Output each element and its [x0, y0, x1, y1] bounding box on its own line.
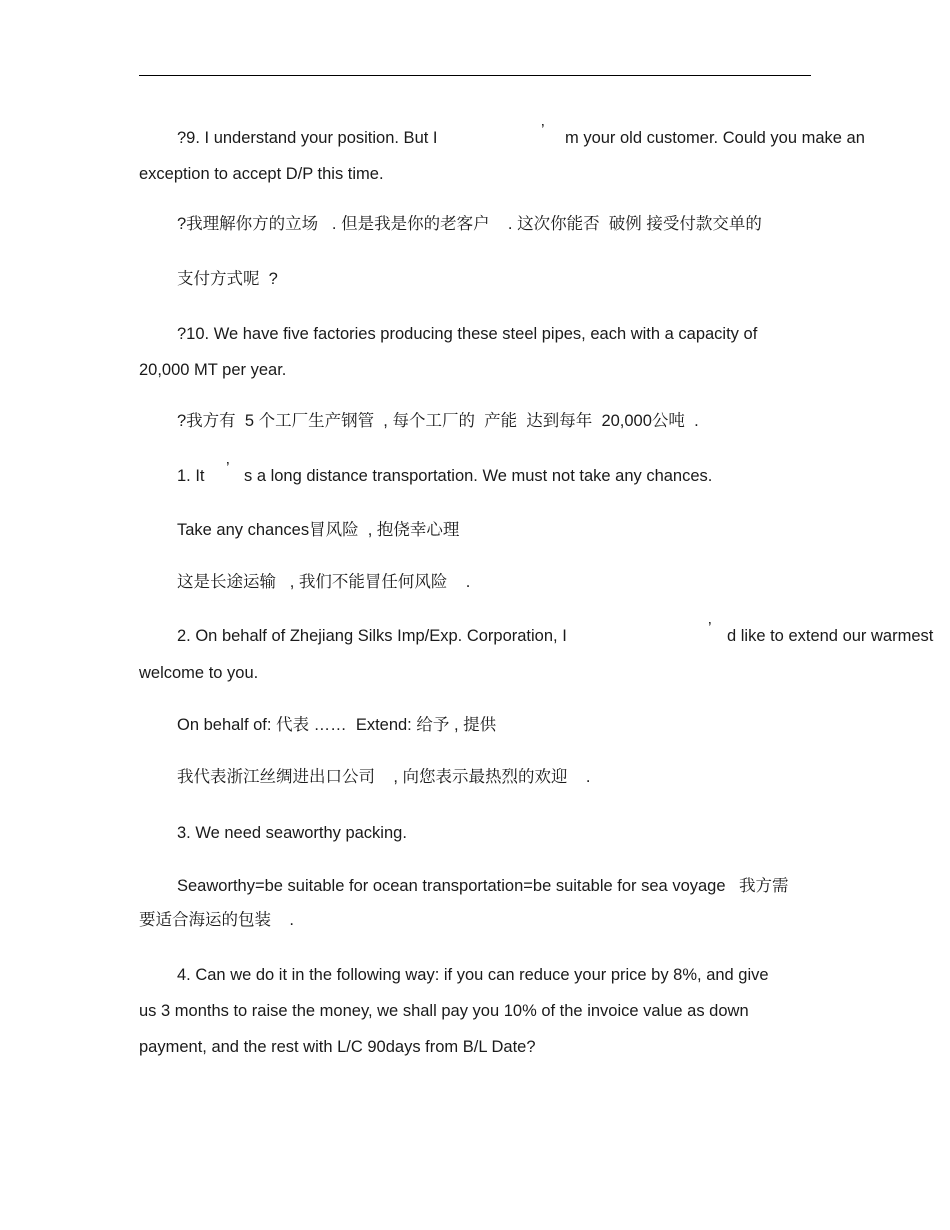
sentence-4-english-line-2: us 3 months to raise the money, we shall pay you 10% of the invoice value as down	[139, 1002, 749, 1020]
sentence-2-english-line-2: welcome to you.	[139, 664, 259, 682]
item-9-english-line-1: ?9. I understand your position. But I	[177, 129, 438, 147]
item-9-english-line-1-cont: m your old customer. Could you make an	[565, 129, 865, 147]
item-9-chinese-line-2: 支付方式呢 ?	[177, 270, 278, 288]
item-9-english-line-2: exception to accept D/P this time.	[139, 165, 384, 183]
sentence-2-english-start: 2. On behalf of Zhejiang Silks Imp/Exp. Corporation, I	[177, 627, 567, 645]
item-9-apostrophe: ’	[541, 122, 545, 139]
sentence-4-english-line-3: payment, and the rest with L/C 90days from B/L Date?	[139, 1038, 536, 1056]
sentence-1-vocab-note: Take any chances冒风险 , 抱侥幸心理	[177, 521, 460, 539]
sentence-1-english-cont: s a long distance transportation. We must not take any chances.	[244, 467, 713, 485]
sentence-1-english-start: 1. It	[177, 467, 205, 485]
sentence-3-english: 3. We need seaworthy packing.	[177, 824, 407, 842]
sentence-4-english-line-1: 4. Can we do it in the following way: if you can reduce your price by 8%, and give	[177, 966, 769, 984]
item-10-english-line-1: ?10. We have five factories producing these steel pipes, each with a capacity of	[177, 325, 758, 343]
sentence-3-chinese-start: 我方需	[739, 877, 789, 895]
header-rule	[139, 75, 811, 76]
sentence-1-apostrophe: ’	[226, 460, 230, 477]
sentence-2-chinese: 我代表浙江丝绸进出口公司 , 向您表示最热烈的欢迎 .	[177, 768, 591, 786]
sentence-2-apostrophe: ’	[708, 620, 712, 637]
item-10-chinese: ?我方有 5 个工厂生产钢管 , 每个工厂的 产能 达到每年 20,000公吨 .	[177, 412, 699, 430]
sentence-3-vocab-note: Seaworthy=be suitable for ocean transportation=be suitable for sea voyage	[177, 877, 726, 895]
sentence-3-chinese: 要适合海运的包装 .	[139, 911, 294, 929]
sentence-1-chinese: 这是长途运输 , 我们不能冒任何风险 .	[177, 573, 471, 591]
sentence-2-english-cont: d like to extend our warmest	[727, 627, 934, 645]
item-9-chinese-line-1: ?我理解你方的立场 . 但是我是你的老客户 . 这次你能否 破例 接受付款交单的	[177, 215, 762, 233]
item-10-english-line-2: 20,000 MT per year.	[139, 361, 287, 379]
sentence-2-vocab-note: On behalf of: 代表 …… Extend: 给予 , 提供	[177, 716, 497, 734]
